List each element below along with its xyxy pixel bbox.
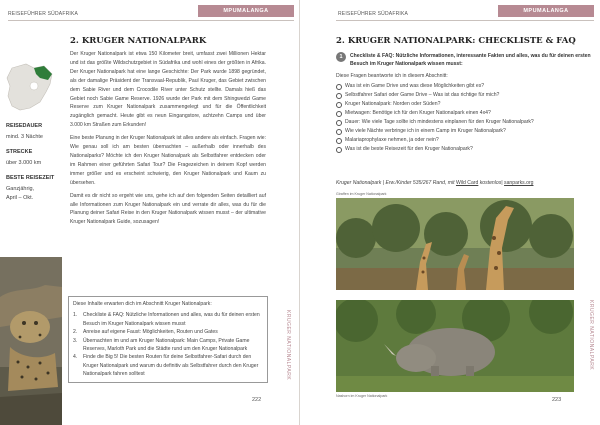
contents-list	[73, 311, 263, 378]
reisezeit-value-2: April – Okt.	[6, 195, 34, 201]
wild-card-link[interactable]: Wild Card	[455, 180, 479, 186]
strecke-value: über 3.000 km	[6, 160, 42, 166]
question-bullet-icon	[336, 138, 342, 144]
reisedauer-value: mind. 3 Nächte	[6, 134, 43, 140]
photo-caption-rhino: Nashorn im Kruger Nationalpark	[336, 394, 388, 398]
rhino-photo	[336, 300, 574, 392]
header-rule	[8, 20, 294, 21]
park-credit: Kruger Nationalpark | Erw./Kinder 535/267 Rand, mit Wild Card kostenlos| sanparks.org	[336, 180, 534, 186]
list-item: 4. Finde die Big 5! Die besten Routen für deine Selbstfahrer-Safari durch den Kruger Nationalpark und warum du definitiv als Selbstfahrer durch den Kruger Nationalpark fahren solltest	[73, 354, 259, 378]
header-rule	[336, 20, 594, 21]
giraffe-photo	[336, 198, 574, 290]
step-text: Checkliste & FAQ: Nützliche Informationen, interessante Fakten und alles, was du für deinen ersten Besuch im Kruger Nationalpark wissen musst:	[350, 53, 591, 68]
page-title: 2. KRUGER NATIONALPARK	[70, 36, 207, 46]
south-africa-map-icon	[4, 62, 56, 116]
question-bullet-icon	[336, 84, 342, 90]
section-tab: MPUMALANGA	[498, 5, 594, 17]
sanparks-link[interactable]: sanparks.org	[504, 180, 534, 186]
page-title: 2. KRUGER NATIONALPARK: CHECKLISTE & FAQ	[336, 36, 576, 46]
question-bullet-icon	[336, 129, 342, 135]
page-number: 223	[552, 397, 562, 403]
photo-caption-giraffes: Giraffen im Kruger Nationalpark	[336, 192, 387, 196]
vertical-section-label: KRUGER NATIONALPARK	[285, 310, 291, 381]
running-header: REISEFÜHRER SÜDAFRIKA	[338, 11, 409, 17]
list-item: Was ist die beste Reisezeit für den Kruger Nationalpark?	[336, 145, 596, 154]
section-tab: MPUMALANGA	[198, 5, 294, 17]
paragraph-2: Eine beste Planung in der Kruger Nationalpark ist alles andere als einfach. Fragen wie: Wie genau soll ich am besten übernachten – außerhalb oder innerhalb des Nationalparks? Möchte ich den Kruger Nationalpark als Selbstfahrer entdecken oder im Rahmen einer geführten Safari Tour? Die Fragezeichen in deinem Kopf werden immer größer und es erscheint schwierig, den Kruger Nationalpark und Kaum zu übersehen.	[70, 135, 266, 186]
paragraph-1: Der Kruger Nationalpark ist etwa 150 Kilometer breit, umfasst zwei Millionen Hektar und ist das größte Wildschutzgebiet in Südafrika und wohl eines der größten in Afrika. Der Kruger Nationalpark hat eine lange Geschichte: Der Park wurde 1898 gegründet, als der damalige Präsident der Transvaal-Republik, Paul Kruger, das Gebiet zwischen dem Sabie River und dem Crocodile River unter Schutz stellte. Damals hieß das Gebiet noch Sabie Game Reserve. 1926 wurde der Park mit dem Shingwedzi Game Reserve zum Kruger Nationalpark zusammengelegt und für die Öffentlichkeit zugänglich gemacht. Heute gibt es neun Eingangstore, achtzehn Camps und über 3.000 km Straßen zum Erkunden!	[70, 51, 266, 129]
paragraph-3: Damit es dir nicht so ergeht wie uns, gehe ich auf den folgenden Seiten detailliert auf alle Informationen zum Kruger Nationalpark ein und verrate dir alles, was du für die Planung deiner Safari Reise in den Kruger Nationalpark wissen musst – der ultimative Kruger Nationalpark Guide, sozusagen!	[70, 192, 266, 226]
list-item: Selbstfahrer Safari oder Game Drive – Was ist das richtige für mich?	[336, 91, 596, 100]
reisezeit-value-1: Ganzjährig,	[6, 186, 35, 192]
question-list	[336, 82, 596, 154]
strecke-label: STRECKE	[6, 149, 33, 155]
list-item: 2. Anreise auf eigene Faust: Möglichkeiten, Routen und Gates	[73, 329, 218, 336]
question-bullet-icon	[336, 147, 342, 153]
contents-box	[68, 296, 268, 383]
question-bullet-icon	[336, 120, 342, 126]
question-bullet-icon	[336, 111, 342, 117]
right-page	[300, 0, 600, 425]
reisedauer-label: REISEDAUER	[6, 123, 43, 129]
list-item: Kruger Nationalpark: Norden oder Süden?	[336, 100, 596, 109]
running-header: REISEFÜHRER SÜDAFRIKA	[8, 11, 79, 17]
list-item: Mietwagen: Benötige ich für den Kruger Nationalpark einen 4x4?	[336, 109, 596, 118]
list-item: Dauer: Wie viele Tage sollte ich mindestens einplanen für den Kruger Nationalpark?	[336, 118, 596, 127]
step-block	[336, 52, 594, 69]
question-bullet-icon	[336, 93, 342, 99]
step-number-badge: 1	[336, 52, 346, 62]
reisezeit-label: BESTE REISEZEIT	[6, 175, 55, 181]
list-item: Wie viele Nächte verbringe ich in einem Camp im Kruger Nationalpark?	[336, 127, 596, 136]
list-item: Was ist ein Game Drive und was diese Möglichkeiten gibt es?	[336, 82, 596, 91]
page-number: 222	[252, 397, 262, 403]
vertical-section-label: KRUGER NATIONALPARK	[588, 300, 594, 371]
list-item: Malariaprophylaxe nehmen, ja oder nein?	[336, 136, 596, 145]
box-intro: Diese Inhalte erwarten dich im Abschnitt Kruger Nationalpark:	[73, 301, 212, 307]
list-item: 3. Übernachten im und am Kruger Nationalpark: Main Camps, Private Game Reserves, Marloth Park und die Städte rund um den Kruger Nationalpark	[73, 337, 250, 353]
questions-intro: Diese Fragen beantworte ich in diesem Abschnitt:	[336, 73, 448, 79]
leopard-photo	[0, 257, 62, 425]
list-item: 1. Checkliste & FAQ: Nützliche Informationen und alles, was du für deinen ersten Besuch im Kruger Nationalpark wissen musst	[73, 312, 260, 327]
body-text	[70, 50, 266, 231]
question-bullet-icon	[336, 102, 342, 108]
